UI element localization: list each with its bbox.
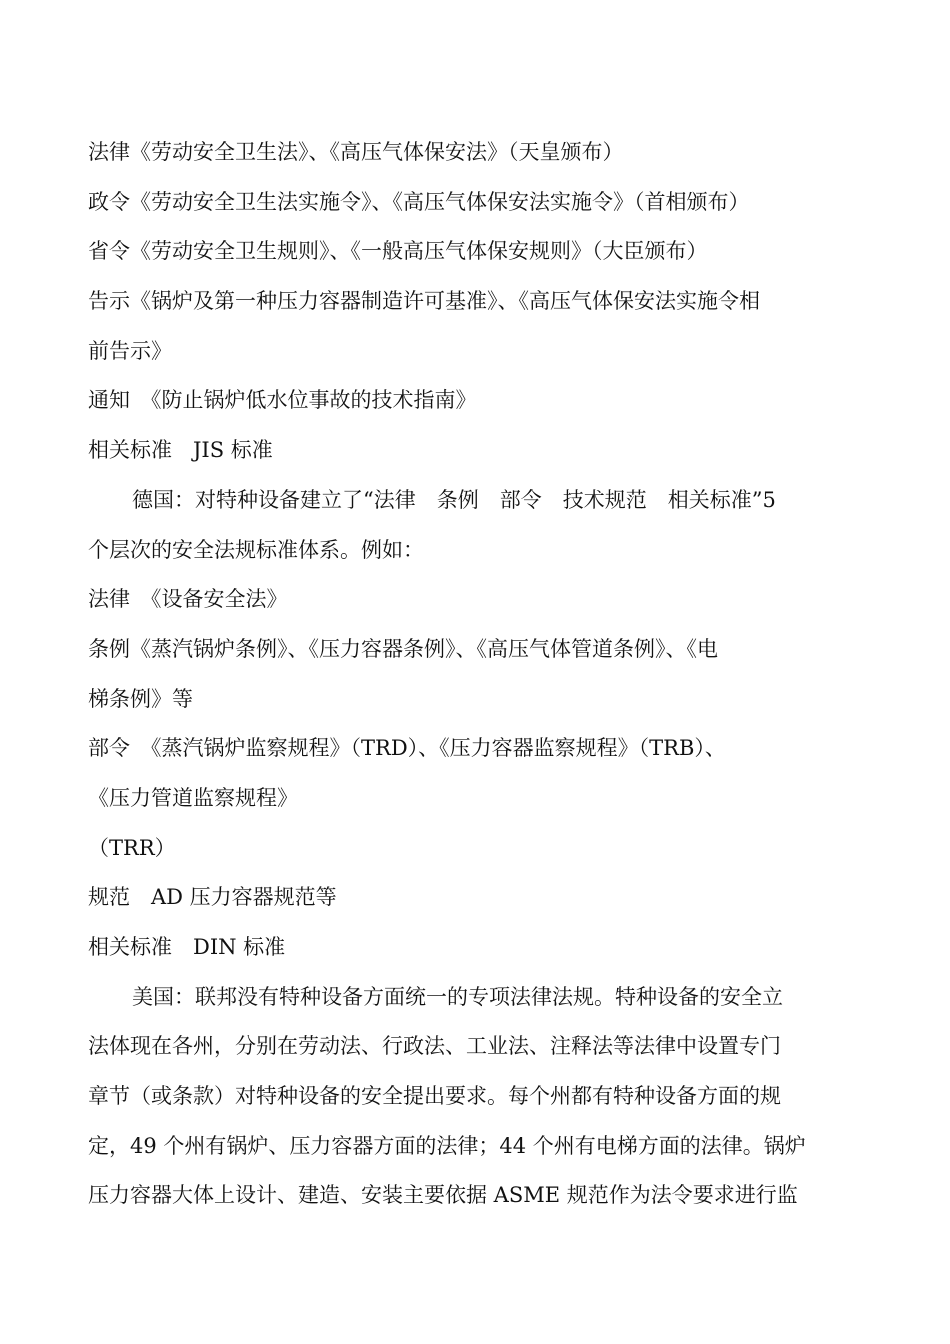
text-line: 章节（或条款）对特种设备的安全提出要求。每个州都有特种设备方面的规 [88, 1084, 781, 1109]
text-line: 梯条例》等 [88, 686, 193, 711]
text-line: 相关标准 JIS 标准 [88, 438, 273, 463]
text-line: 法体现在各州，分别在劳动法、行政法、工业法、注释法等法律中设置专门 [88, 1034, 781, 1059]
text-line: 条例《蒸汽锅炉条例》、《压力容器条例》、《高压气体管道条例》、《电 [88, 636, 718, 661]
paragraph-start-germany: 德国：对特种设备建立了“法律 条例 部令 技术规范 相关标准”5 [132, 487, 776, 512]
document-body [88, 128, 858, 1221]
text-line: 部令 《蒸汽锅炉监察规程》（TRD）、《压力容器监察规程》（TRB）、 [88, 736, 726, 761]
paragraph-start-usa: 美国：联邦没有特种设备方面统一的专项法律法规。特种设备的安全立 [132, 984, 783, 1009]
text-line: 前告示》 [88, 338, 172, 363]
text-line: 政令《劳动安全卫生法实施令》、《高压气体保安法实施令》（首相颁布） [88, 189, 750, 214]
text-line: 告示《锅炉及第一种压力容器制造许可基准》、《高压气体保安法实施令相 [88, 289, 760, 314]
text-line: 规范 AD 压力容器规范等 [88, 885, 337, 910]
text-line: 相关标准 DIN 标准 [88, 935, 286, 959]
text-line: 个层次的安全法规标准体系。例如： [88, 537, 424, 562]
text-line: 压力容器大体上设计、建造、安装主要依据 ASME 规范作为法令要求进行监 [88, 1183, 798, 1208]
text-line: 省令《劳动安全卫生规则》、《一般高压气体保安规则》（大臣颁布） [88, 239, 708, 264]
text-line: 通知 《防止锅炉低水位事故的技术指南》 [88, 388, 477, 413]
text-line: 定，49 个州有锅炉、压力容器方面的法律；44 个州有电梯方面的法律。锅炉 [88, 1133, 806, 1158]
text-line: 法律 《设备安全法》 [88, 587, 288, 612]
text-line: （TRR） [88, 835, 176, 860]
text-line: 法律《劳动安全卫生法》、《高压气体保安法》（天皇颁布） [88, 140, 624, 164]
text-line: 《压力管道监察规程》 [88, 785, 298, 810]
